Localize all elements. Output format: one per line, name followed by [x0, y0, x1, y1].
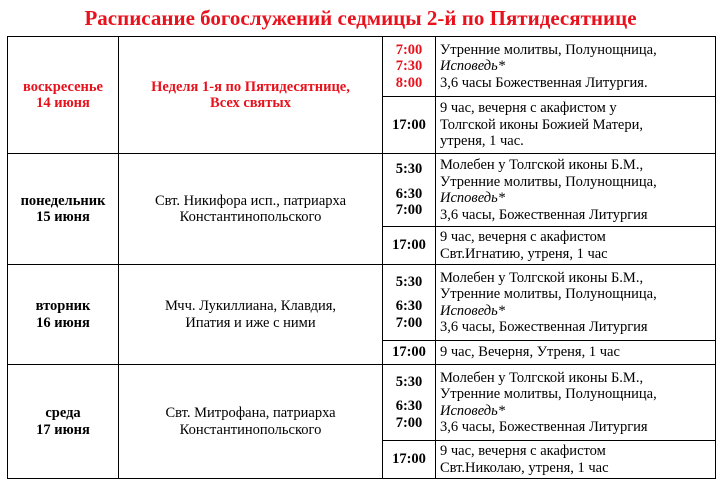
service-time: 5:30 [395, 161, 423, 178]
feast-line: Свт. Никифора исп., патриарха [155, 192, 346, 209]
feast-line: Неделя 1-я по Пятидесятнице, [151, 78, 350, 95]
feast-line: Мчч. Лукиллиана, Клавдия, [164, 298, 337, 314]
day-date: 14 июня [36, 95, 90, 111]
feast-cell-monday [119, 154, 383, 265]
service-line: Толгской иконы Божией Матери, [440, 116, 644, 133]
service-line: 3,6 часы, Божественная Литургия [440, 206, 648, 223]
service-line: 3,6 часы, Божественная Литургия [440, 419, 648, 435]
service-time: 7:00 [395, 314, 423, 331]
service-cell [436, 37, 716, 97]
table-row-wednesday-morning [8, 365, 716, 441]
service-line: Молебен у Толгской иконы Б.М., [440, 157, 644, 173]
time-cell [383, 441, 436, 479]
service-cell [436, 265, 716, 341]
service-cell [436, 365, 716, 441]
service-line: 9 час, Вечерня, Утреня, 1 час [440, 344, 620, 361]
service-time: 8:00 [395, 74, 423, 91]
feast-line: Константинопольского [179, 421, 322, 438]
day-cell-sunday [8, 37, 119, 154]
service-line: 9 час, вечерня с акафистом [440, 443, 606, 459]
service-line: утреня, 1 час. [440, 133, 524, 150]
service-time: 17:00 [392, 116, 426, 133]
service-time: 5:30 [395, 373, 423, 390]
day-date: 17 июня [36, 421, 90, 438]
service-cell [436, 227, 716, 265]
confession-line: Исповедь* [440, 402, 505, 419]
service-line: Свт.Николаю, утреня, 1 час [440, 459, 609, 476]
service-time: 5:30 [395, 273, 423, 290]
time-cell [383, 341, 436, 365]
service-time: 6:30 [395, 398, 423, 415]
time-cell [383, 154, 436, 227]
service-cell [436, 441, 716, 479]
time-cell [383, 265, 436, 341]
time-cell [383, 227, 436, 265]
time-cell [383, 37, 436, 97]
day-cell-tuesday [8, 265, 119, 365]
confession-line: Исповедь* [440, 302, 505, 319]
service-line: Свт.Игнатию, утреня, 1 час [440, 245, 608, 262]
service-cell [436, 97, 716, 154]
feast-cell-sunday [119, 37, 383, 154]
service-line: Утренние молитвы, Полунощница, [440, 286, 657, 302]
feast-line: Ипатия и иже с ними [185, 314, 316, 331]
table-row-sunday-morning [8, 37, 716, 97]
day-date: 15 июня [36, 209, 90, 225]
service-time: 6:30 [395, 185, 423, 202]
service-time: 7:00 [395, 414, 423, 431]
service-time: 7:30 [395, 58, 423, 75]
service-cell [436, 154, 716, 227]
service-time: 17:00 [392, 344, 426, 361]
day-name: воскресенье [23, 78, 103, 95]
day-name: понедельник [20, 192, 106, 209]
day-cell-monday [8, 154, 119, 265]
service-line: 3,6 часы Божественная Литургия. [440, 74, 648, 91]
feast-line: Константинопольского [179, 209, 322, 225]
time-cell [383, 97, 436, 154]
day-name: вторник [35, 298, 91, 314]
service-line: Утренние молитвы, Полунощница, [440, 173, 657, 190]
service-time: 7:00 [395, 202, 423, 219]
service-time: 7:00 [395, 41, 423, 58]
service-time: 6:30 [395, 298, 423, 315]
confession-line: Исповедь* [440, 190, 505, 206]
day-cell-wednesday [8, 365, 119, 479]
feast-cell-tuesday [119, 265, 383, 365]
service-line: 9 час, вечерня с акафистом [440, 229, 606, 245]
table-row-tuesday-morning [8, 265, 716, 341]
service-time: 17:00 [392, 237, 426, 254]
page-title: Расписание богослужений седмицы 2-й по Пятидесятнице [84, 6, 637, 30]
service-line: 3,6 часы, Божественная Литургия [440, 319, 648, 335]
feast-line: Свт. Митрофана, патриарха [165, 405, 336, 421]
service-line: Молебен у Толгской иконы Б.М., [440, 369, 644, 386]
service-line: Молебен у Толгской иконы Б.М., [440, 269, 644, 286]
feast-cell-wednesday [119, 365, 383, 479]
table-row-monday-morning [8, 154, 716, 227]
day-date: 16 июня [36, 314, 90, 331]
service-cell [436, 341, 716, 365]
service-line: Утренние молитвы, Полунощница, [440, 386, 657, 402]
schedule-table [7, 36, 716, 479]
service-time: 17:00 [392, 451, 426, 468]
feast-line: Всех святых [210, 95, 291, 111]
confession-line: Исповедь* [440, 58, 505, 75]
time-cell [383, 365, 436, 441]
service-line: Утренние молитвы, Полунощница, [440, 41, 657, 58]
day-name: среда [45, 405, 81, 421]
service-line: 9 час, вечерня с акафистом у [440, 100, 617, 117]
